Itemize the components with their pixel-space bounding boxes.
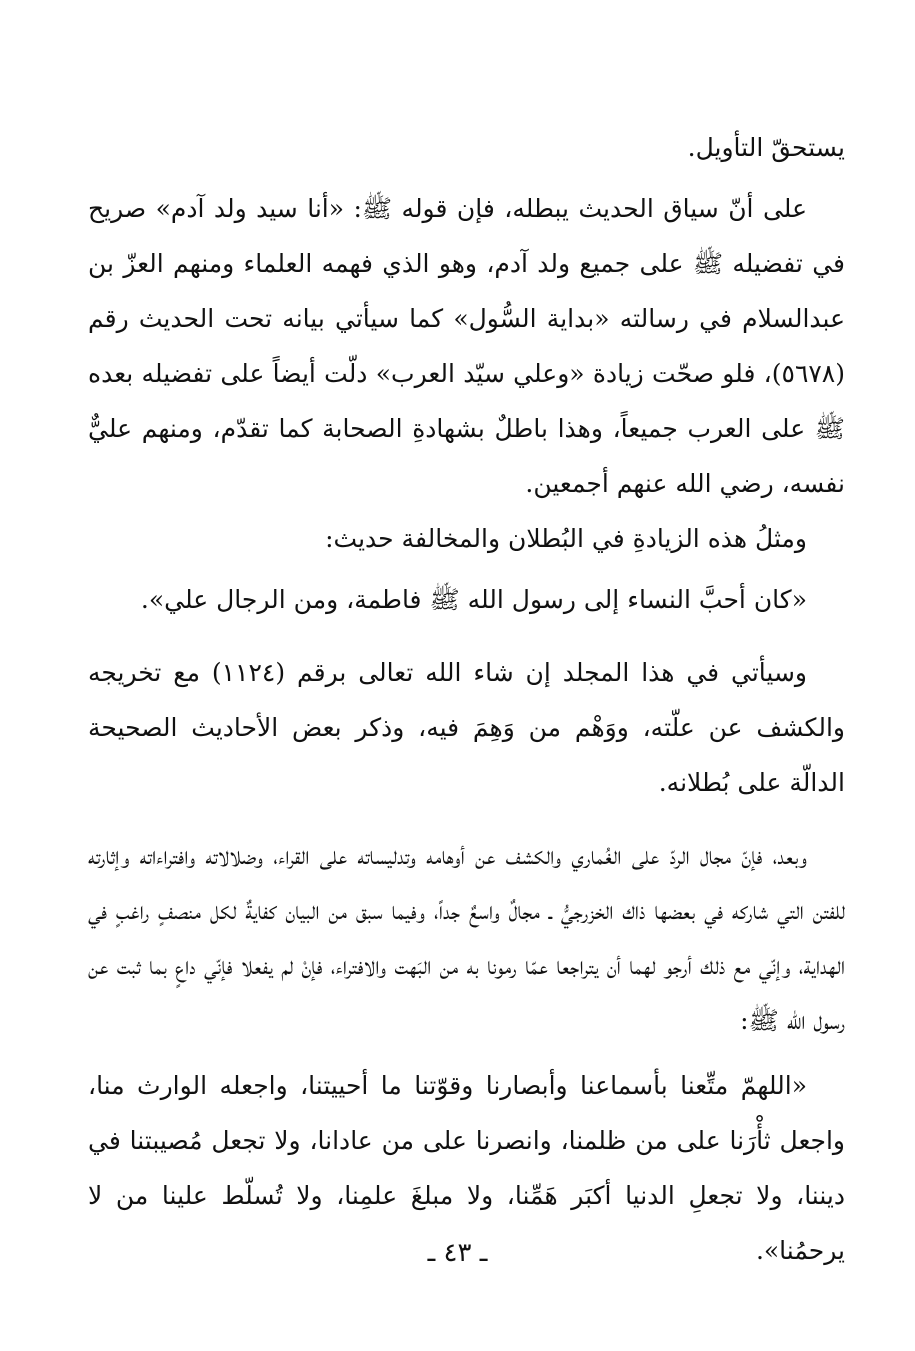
paragraph-4: وسيأتي في هذا المجلد إن شاء الله تعالى برقم (١١٢٤) مع تخريجه والكشف عن علّته، ووَهْم من وَهِمَ فيه، وذكر بعض الأحاديث الصحيحة الدالّة على بُطلانه.	[88, 658, 845, 797]
page-body	[88, 120, 845, 1278]
quote-1: «كان أحبَّ النساء إلى رسول الله ﷺ فاطمة، ومن الرجال علي».	[140, 585, 807, 614]
page-number: ـ ٤٣ ـ	[427, 1238, 488, 1268]
paragraph-2: على أنّ سياق الحديث يبطله، فإن قوله ﷺ: «أنا سيد ولد آدم» صريح في تفضيله ﷺ على جميع ولد آدم، وهو الذي فهمه العلماء ومنهم العزّ بن عبدالسلام في رسالته «بداية السُّول» كما سيأتي بيانه تحت الحديث رقم (٥٦٧٨)، فلو صحّت زيادة «وعلي سيّد العرب» دلّت أيضاً على تفضيله بعده ﷺ على العرب جميعاً، وهذا باطلٌ بشهادةِ الصحابة كما تقدّم، ومنهم عليٌّ نفسه، رضي الله عنهم أجمعين.	[88, 194, 845, 498]
quote-2: «اللهمّ متِّعنا بأسماعنا وأبصارنا وقوّتنا ما أحييتنا، واجعله الوارث منا، واجعل ثأْرَنا على من ظلمنا، وانصرنا على من عادانا، ولا تجعل مُصيبتنا في ديننا، ولا تجعلِ الدنيا أكبَر هَمِّنا، ولا مبلغَ علمِنا، ولا تُسلّط علينا من لا يرحمُنا».	[88, 1071, 845, 1265]
paragraph-1: يستحقّ التأويل.	[687, 133, 845, 162]
paragraph-3: ومثلُ هذه الزيادةِ في البُطلان والمخالفة حديث:	[325, 524, 807, 553]
paragraph-5: وبعد، فإنّ مجال الردّ على الغُماري والكشف عن أوهامه وتدليساته على القراء، وضلالاته وافتراءاته وإثارته للفتن التي شاركه في بعضها ذاك الخزرجيُّ ـ مجالٌ واسعٌ جداً، وفيما سبق من البيان كفايةٌ لكل منصفٍ راغبٍ في الهداية، وإنّي مع ذلك أرجو لهما أن يتراجعا عمّا رمونا به من البَهت والافتراء، فإنْ لم يفعلا فإنّي داعٍ بما ثبت عن رسول الله ﷺ:	[88, 841, 845, 1035]
